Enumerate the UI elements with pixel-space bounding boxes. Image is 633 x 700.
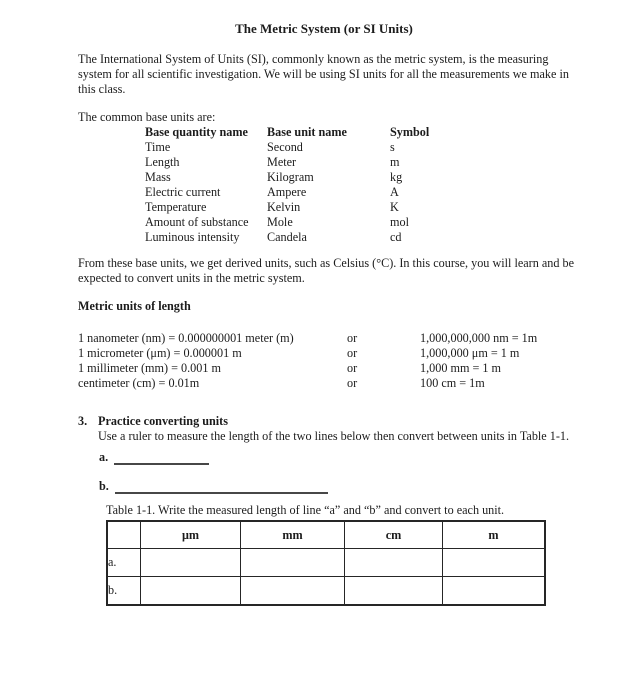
conversion-row	[78, 376, 583, 391]
practice-instructions: Use a ruler to measure the length of the two lines below then convert between units in Table 1-1.	[98, 429, 570, 443]
conversion-definition: 1 micrometer (μm) = 0.000001 m	[78, 346, 242, 360]
column-header-cm: cm	[345, 521, 443, 549]
row-label-b: b.	[107, 577, 141, 606]
length-conversions	[78, 331, 583, 391]
measurement-row-a	[107, 549, 545, 577]
column-header-quantity: Base quantity name	[145, 125, 248, 139]
symbol-cell: kg	[390, 170, 403, 184]
unit-cell: Second	[267, 140, 303, 154]
measurement-cell-a-cm[interactable]	[345, 549, 443, 577]
measurement-cell-b-m[interactable]	[443, 577, 546, 606]
base-units-table	[145, 125, 583, 245]
conversion-equivalent: 100 cm = 1m	[420, 376, 485, 390]
conversion-row	[78, 331, 583, 346]
measurement-row-b	[107, 577, 545, 606]
conversion-definition: 1 nanometer (nm) = 0.000000001 meter (m)	[78, 331, 294, 345]
conversion-equivalent: 1,000,000,000 nm = 1m	[420, 331, 538, 345]
unit-cell: Mole	[267, 215, 293, 229]
practice-heading: Practice converting units	[98, 414, 228, 428]
measurement-cell-a-um[interactable]	[141, 549, 241, 577]
measurement-cell-b-mm[interactable]	[241, 577, 345, 606]
answer-blank-b	[99, 479, 583, 494]
quantity-cell: Luminous intensity	[145, 230, 240, 244]
row-label-a: a.	[107, 549, 141, 577]
answer-blank-a-line[interactable]	[114, 450, 209, 465]
corner-header-cell	[107, 521, 141, 549]
symbol-cell: m	[390, 155, 400, 169]
unit-cell: Meter	[267, 155, 297, 169]
base-unit-row	[145, 185, 583, 200]
or-separator: or	[347, 376, 358, 390]
quantity-cell: Time	[145, 140, 171, 154]
base-unit-row	[145, 215, 583, 230]
base-units-intro: The common base units are:	[78, 110, 216, 124]
conversion-row	[78, 361, 583, 376]
base-unit-row	[145, 170, 583, 185]
conversion-equivalent: 1,000,000 μm = 1 m	[420, 346, 520, 360]
base-units-header-row	[145, 125, 583, 140]
unit-cell: Kilogram	[267, 170, 314, 184]
answer-blank-a-label: a.	[99, 450, 109, 464]
conversion-definition: 1 millimeter (mm) = 0.001 m	[78, 361, 221, 375]
practice-section	[78, 414, 583, 444]
measurement-header-row	[107, 521, 545, 549]
conversion-definition: centimeter (cm) = 0.01m	[78, 376, 200, 390]
metric-length-heading: Metric units of length	[78, 299, 191, 313]
quantity-cell: Length	[145, 155, 180, 169]
or-separator: or	[347, 361, 358, 375]
table-caption: Table 1-1. Write the measured length of line “a” and “b” and convert to each unit.	[106, 503, 505, 517]
measurement-cell-a-mm[interactable]	[241, 549, 345, 577]
column-header-unit: Base unit name	[267, 125, 347, 139]
answer-blank-a	[99, 450, 583, 465]
symbol-cell: K	[390, 200, 399, 214]
measurement-cell-b-um[interactable]	[141, 577, 241, 606]
conversion-equivalent: 1,000 mm = 1 m	[420, 361, 502, 375]
practice-section-number: 3.	[78, 414, 88, 428]
answer-blank-b-line[interactable]	[115, 479, 328, 494]
unit-cell: Ampere	[267, 185, 307, 199]
quantity-cell: Electric current	[145, 185, 221, 199]
unit-cell: Kelvin	[267, 200, 301, 214]
page-title: The Metric System (or SI Units)	[235, 21, 413, 36]
symbol-cell: A	[390, 185, 399, 199]
symbol-cell: s	[390, 140, 395, 154]
derived-units-paragraph: From these base units, we get derived units, such as Celsius (°C). In this course, you will learn and be expected to convert units in the metric system.	[78, 256, 575, 285]
answer-blank-b-label: b.	[99, 479, 109, 493]
column-header-symbol: Symbol	[390, 125, 430, 139]
column-header-mm: mm	[241, 521, 345, 549]
column-header-um: μm	[141, 521, 241, 549]
or-separator: or	[347, 331, 358, 345]
measurement-cell-a-m[interactable]	[443, 549, 546, 577]
measurement-cell-b-cm[interactable]	[345, 577, 443, 606]
measurement-table	[106, 520, 546, 606]
base-unit-row	[145, 140, 583, 155]
intro-paragraph: The International System of Units (SI), commonly known as the metric system, is the measuring system for all scientific investigation. We will be using SI units for all the measurements we make in this class.	[78, 52, 569, 96]
conversion-row	[78, 346, 583, 361]
quantity-cell: Temperature	[145, 200, 207, 214]
base-unit-row	[145, 155, 583, 170]
base-unit-row	[145, 200, 583, 215]
or-separator: or	[347, 346, 358, 360]
quantity-cell: Amount of substance	[145, 215, 249, 229]
unit-cell: Candela	[267, 230, 307, 244]
base-unit-row	[145, 230, 583, 245]
symbol-cell: cd	[390, 230, 402, 244]
quantity-cell: Mass	[145, 170, 171, 184]
symbol-cell: mol	[390, 215, 409, 229]
column-header-m: m	[443, 521, 546, 549]
